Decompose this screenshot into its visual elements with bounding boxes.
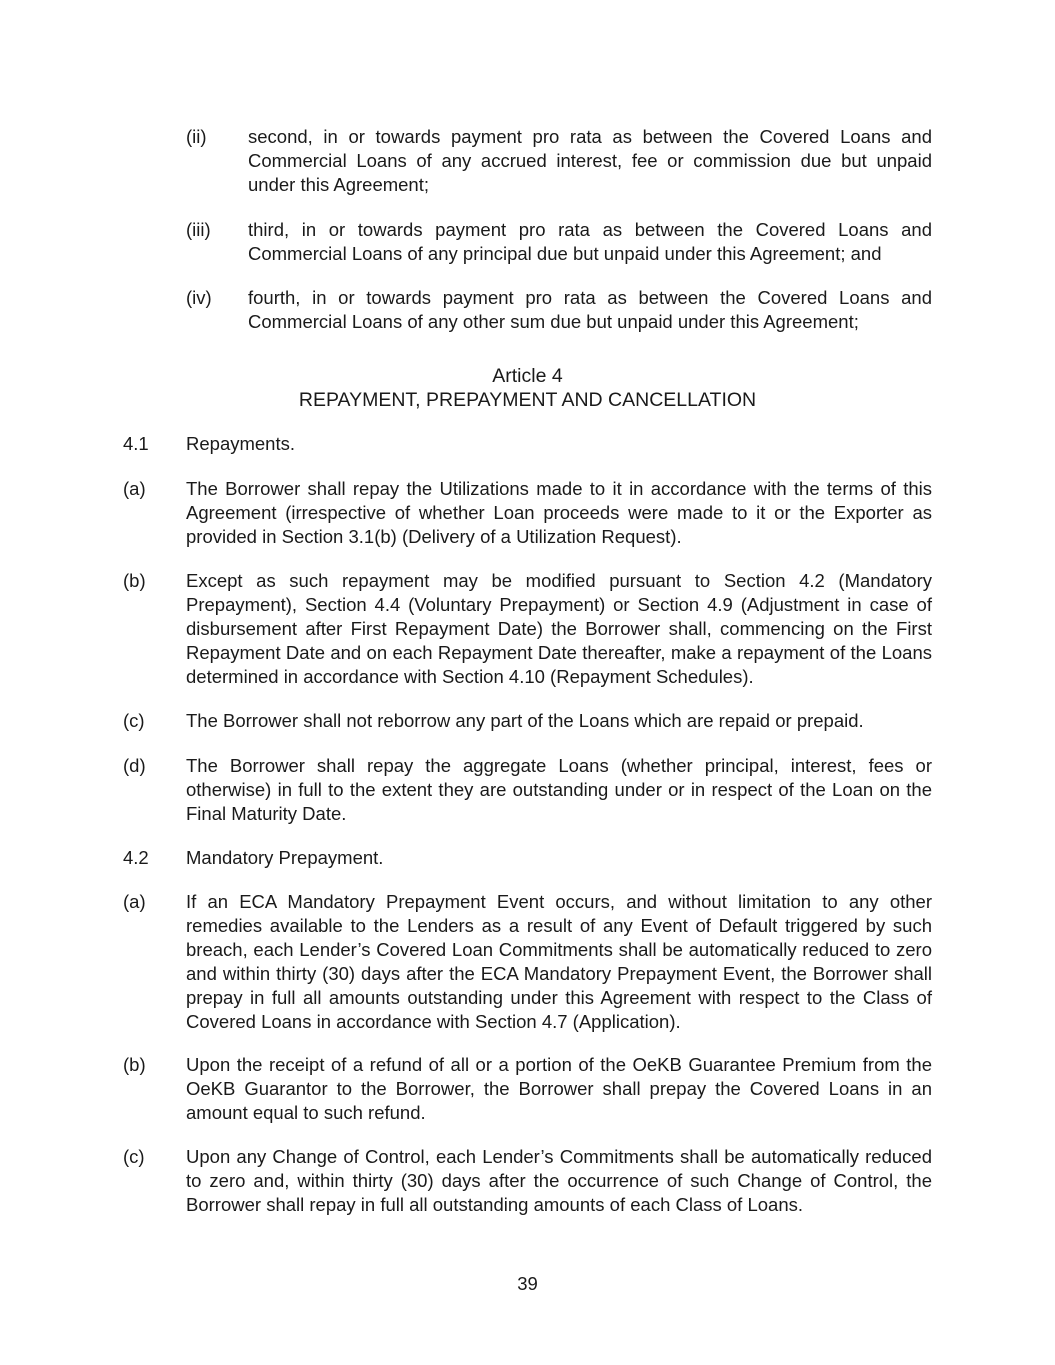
- list-item-number: (ii): [186, 126, 207, 147]
- paragraph-text: Upon the receipt of a refund of all or a portion of the OeKB Guarantee Premium from the OeKB Guarantor to the Borrower, the Borrower shall prepay the Covered Loans in an amount equal to such refund.: [186, 1054, 932, 1123]
- article-label: Article 4: [492, 365, 563, 387]
- section-number: 4.2: [123, 847, 149, 868]
- paragraph-text: The Borrower shall repay the aggregate Loans (whether principal, interest, fees or otherwise) in full to the extent they are outstanding under or in respect of the Loan on the Final Maturity Date.: [186, 755, 932, 824]
- list-item-text: second, in or towards payment pro rata as between the Covered Loans and Commercial Loans of any accrued interest, fee or commission due but unpaid under this Agreement;: [248, 126, 932, 195]
- paragraph-number: (b): [123, 1054, 146, 1075]
- section-heading: [123, 432, 932, 456]
- paragraph-text: Upon any Change of Control, each Lender’s Commitments shall be automatically reduced to zero and, within thirty (30) days after the occurrence of such Change of Control, the Borrower shall repay in full all outstanding amounts of each Class of Loans.: [186, 1146, 932, 1215]
- list-item-text: third, in or towards payment pro rata as between the Covered Loans and Commercial Loans of any principal due but unpaid under this Agreement; and: [248, 219, 932, 264]
- paragraph: [123, 754, 932, 826]
- paragraph-number: (c): [123, 710, 145, 731]
- list-item-text: fourth, in or towards payment pro rata as between the Covered Loans and Commercial Loans of any other sum due but unpaid under this Agreement;: [248, 287, 932, 332]
- paragraph-text: Except as such repayment may be modified pursuant to Section 4.2 (Mandatory Prepayment), Section 4.4 (Voluntary Prepayment) or Section 4.9 (Adjustment in case of disbursement after First Repayment Date) the Borrower shall, commencing on the First Repayment Date and on each Repayment Date thereafter, make a repayment of the Loans determined in accordance with Section 4.10 (Repayment Schedules).: [186, 570, 932, 687]
- paragraph-number: (a): [123, 478, 146, 499]
- list-item: [186, 286, 932, 334]
- article-title: REPAYMENT, PREPAYMENT AND CANCELLATION: [298, 389, 757, 411]
- section-number: 4.1: [123, 433, 149, 454]
- paragraph: [123, 709, 932, 733]
- paragraph: [123, 1053, 932, 1125]
- paragraph-number: (d): [123, 755, 146, 776]
- paragraph-text: The Borrower shall not reborrow any part of the Loans which are repaid or prepaid.: [186, 710, 864, 731]
- section-title: Repayments.: [186, 433, 295, 454]
- list-item-number: (iv): [186, 287, 212, 308]
- paragraph: [123, 569, 932, 689]
- section-heading: [123, 846, 932, 870]
- page-number: 39: [517, 1273, 538, 1294]
- paragraph-text: If an ECA Mandatory Prepayment Event occurs, and without limitation to any other remedies available to the Lenders as a result of any Event of Default triggered by such breach, each Lender’s Covered Loan Commitments shall be automatically reduced to zero and within thirty (30) days after the ECA Mandatory Prepayment Event, the Borrower shall prepay in full all amounts outstanding under this Agreement with respect to the Class of Covered Loans in accordance with Section 4.7 (Application).: [186, 891, 932, 1032]
- section-title: Mandatory Prepayment.: [186, 847, 384, 868]
- paragraph-number: (b): [123, 570, 146, 591]
- paragraph-number: (a): [123, 891, 146, 912]
- list-item: [186, 218, 932, 266]
- paragraph: [123, 1145, 932, 1217]
- paragraph-number: (c): [123, 1146, 145, 1167]
- paragraph-text: The Borrower shall repay the Utilizations made to it in accordance with the terms of this Agreement (irrespective of whether Loan proceeds were made to it or the Exporter as provided in Section 3.1(b) (Delivery of a Utilization Request).: [186, 478, 932, 547]
- list-item-number: (iii): [186, 219, 211, 240]
- list-item: [186, 125, 932, 197]
- paragraph: [123, 890, 932, 1034]
- paragraph: [123, 477, 932, 549]
